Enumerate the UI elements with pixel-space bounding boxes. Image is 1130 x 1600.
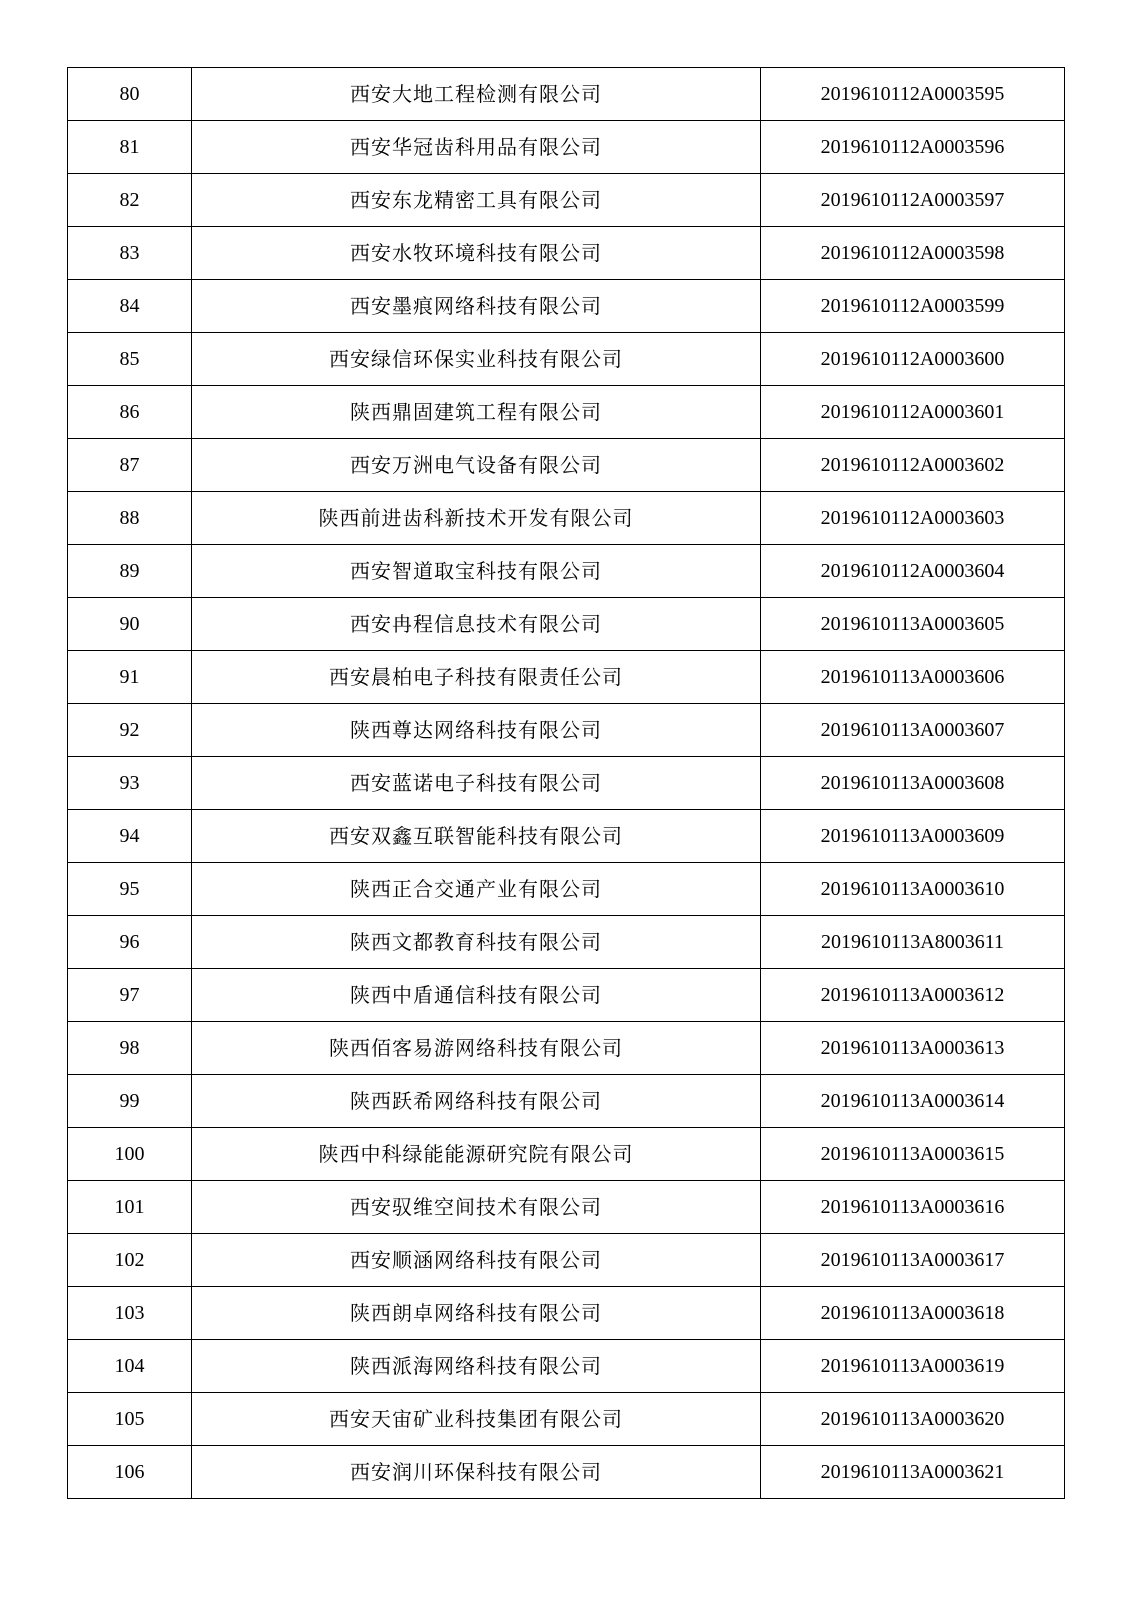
table-row <box>68 227 1065 280</box>
table-row <box>68 333 1065 386</box>
row-number-cell: 100 <box>68 1128 192 1181</box>
registration-code-cell: 2019610113A0003605 <box>761 598 1065 651</box>
registration-code-cell: 2019610113A0003614 <box>761 1075 1065 1128</box>
table-row <box>68 1393 1065 1446</box>
company-name-cell: 西安东龙精密工具有限公司 <box>192 174 761 227</box>
company-name-cell: 陕西文都教育科技有限公司 <box>192 916 761 969</box>
registration-code-cell: 2019610113A0003615 <box>761 1128 1065 1181</box>
row-number-cell: 97 <box>68 969 192 1022</box>
row-number-cell: 82 <box>68 174 192 227</box>
registration-code-cell: 2019610113A0003610 <box>761 863 1065 916</box>
row-number-cell: 96 <box>68 916 192 969</box>
company-name-cell: 西安晨柏电子科技有限责任公司 <box>192 651 761 704</box>
table-row <box>68 916 1065 969</box>
row-number-cell: 81 <box>68 121 192 174</box>
row-number-cell: 98 <box>68 1022 192 1075</box>
company-name-cell: 陕西尊达网络科技有限公司 <box>192 704 761 757</box>
table-row <box>68 863 1065 916</box>
row-number-cell: 86 <box>68 386 192 439</box>
company-name-cell: 西安智道取宝科技有限公司 <box>192 545 761 598</box>
table-row <box>68 704 1065 757</box>
registration-code-cell: 2019610112A0003601 <box>761 386 1065 439</box>
row-number-cell: 80 <box>68 68 192 121</box>
row-number-cell: 83 <box>68 227 192 280</box>
row-number-cell: 91 <box>68 651 192 704</box>
table-row <box>68 1287 1065 1340</box>
company-name-cell: 陕西正合交通产业有限公司 <box>192 863 761 916</box>
company-name-cell: 陕西派海网络科技有限公司 <box>192 1340 761 1393</box>
table-row <box>68 439 1065 492</box>
row-number-cell: 93 <box>68 757 192 810</box>
table-row <box>68 969 1065 1022</box>
registration-code-cell: 2019610112A0003600 <box>761 333 1065 386</box>
row-number-cell: 102 <box>68 1234 192 1287</box>
row-number-cell: 85 <box>68 333 192 386</box>
company-name-cell: 陕西佰客易游网络科技有限公司 <box>192 1022 761 1075</box>
registration-code-cell: 2019610113A0003621 <box>761 1446 1065 1499</box>
table-row <box>68 1234 1065 1287</box>
company-name-cell: 西安大地工程检测有限公司 <box>192 68 761 121</box>
registration-code-cell: 2019610113A0003619 <box>761 1340 1065 1393</box>
company-name-cell: 陕西中盾通信科技有限公司 <box>192 969 761 1022</box>
table-row <box>68 1128 1065 1181</box>
registration-code-cell: 2019610113A0003606 <box>761 651 1065 704</box>
company-name-cell: 西安绿信环保实业科技有限公司 <box>192 333 761 386</box>
row-number-cell: 90 <box>68 598 192 651</box>
company-name-cell: 西安水牧环境科技有限公司 <box>192 227 761 280</box>
table-row <box>68 68 1065 121</box>
row-number-cell: 89 <box>68 545 192 598</box>
registration-code-cell: 2019610113A0003616 <box>761 1181 1065 1234</box>
registration-code-cell: 2019610113A0003608 <box>761 757 1065 810</box>
table-row <box>68 1075 1065 1128</box>
company-name-cell: 西安万洲电气设备有限公司 <box>192 439 761 492</box>
table-row <box>68 174 1065 227</box>
registration-code-cell: 2019610113A0003612 <box>761 969 1065 1022</box>
company-name-cell: 西安顺涵网络科技有限公司 <box>192 1234 761 1287</box>
registration-code-cell: 2019610112A0003604 <box>761 545 1065 598</box>
company-name-cell: 西安华冠齿科用品有限公司 <box>192 121 761 174</box>
table-row <box>68 1446 1065 1499</box>
table-row <box>68 492 1065 545</box>
company-name-cell: 陕西朗卓网络科技有限公司 <box>192 1287 761 1340</box>
table-row <box>68 545 1065 598</box>
registration-code-cell: 2019610113A8003611 <box>761 916 1065 969</box>
company-name-cell: 西安驭维空间技术有限公司 <box>192 1181 761 1234</box>
registration-code-cell: 2019610112A0003598 <box>761 227 1065 280</box>
company-name-cell: 西安润川环保科技有限公司 <box>192 1446 761 1499</box>
table-row <box>68 810 1065 863</box>
registration-code-cell: 2019610113A0003618 <box>761 1287 1065 1340</box>
registration-code-cell: 2019610112A0003599 <box>761 280 1065 333</box>
row-number-cell: 101 <box>68 1181 192 1234</box>
row-number-cell: 99 <box>68 1075 192 1128</box>
registration-code-cell: 2019610113A0003620 <box>761 1393 1065 1446</box>
company-name-cell: 西安墨痕网络科技有限公司 <box>192 280 761 333</box>
row-number-cell: 105 <box>68 1393 192 1446</box>
company-name-cell: 西安冉程信息技术有限公司 <box>192 598 761 651</box>
table-row <box>68 598 1065 651</box>
registration-code-cell: 2019610113A0003613 <box>761 1022 1065 1075</box>
registration-code-cell: 2019610112A0003602 <box>761 439 1065 492</box>
row-number-cell: 104 <box>68 1340 192 1393</box>
table-row <box>68 651 1065 704</box>
registration-code-cell: 2019610113A0003617 <box>761 1234 1065 1287</box>
row-number-cell: 103 <box>68 1287 192 1340</box>
company-name-cell: 陕西前进齿科新技术开发有限公司 <box>192 492 761 545</box>
table-row <box>68 121 1065 174</box>
table-row <box>68 757 1065 810</box>
row-number-cell: 92 <box>68 704 192 757</box>
row-number-cell: 106 <box>68 1446 192 1499</box>
company-name-cell: 西安蓝诺电子科技有限公司 <box>192 757 761 810</box>
company-name-cell: 西安天宙矿业科技集团有限公司 <box>192 1393 761 1446</box>
table-row <box>68 280 1065 333</box>
company-name-cell: 陕西鼎固建筑工程有限公司 <box>192 386 761 439</box>
registry-table-body <box>68 68 1065 1499</box>
registration-code-cell: 2019610113A0003609 <box>761 810 1065 863</box>
registration-code-cell: 2019610112A0003596 <box>761 121 1065 174</box>
table-row <box>68 1022 1065 1075</box>
table-row <box>68 1181 1065 1234</box>
company-name-cell: 西安双鑫互联智能科技有限公司 <box>192 810 761 863</box>
registration-code-cell: 2019610113A0003607 <box>761 704 1065 757</box>
table-row <box>68 1340 1065 1393</box>
row-number-cell: 87 <box>68 439 192 492</box>
row-number-cell: 95 <box>68 863 192 916</box>
table-row <box>68 386 1065 439</box>
row-number-cell: 84 <box>68 280 192 333</box>
registration-code-cell: 2019610112A0003603 <box>761 492 1065 545</box>
company-name-cell: 陕西跃希网络科技有限公司 <box>192 1075 761 1128</box>
registration-code-cell: 2019610112A0003595 <box>761 68 1065 121</box>
registration-code-cell: 2019610112A0003597 <box>761 174 1065 227</box>
company-name-cell: 陕西中科绿能能源研究院有限公司 <box>192 1128 761 1181</box>
company-registry-table <box>67 67 1065 1499</box>
row-number-cell: 94 <box>68 810 192 863</box>
row-number-cell: 88 <box>68 492 192 545</box>
